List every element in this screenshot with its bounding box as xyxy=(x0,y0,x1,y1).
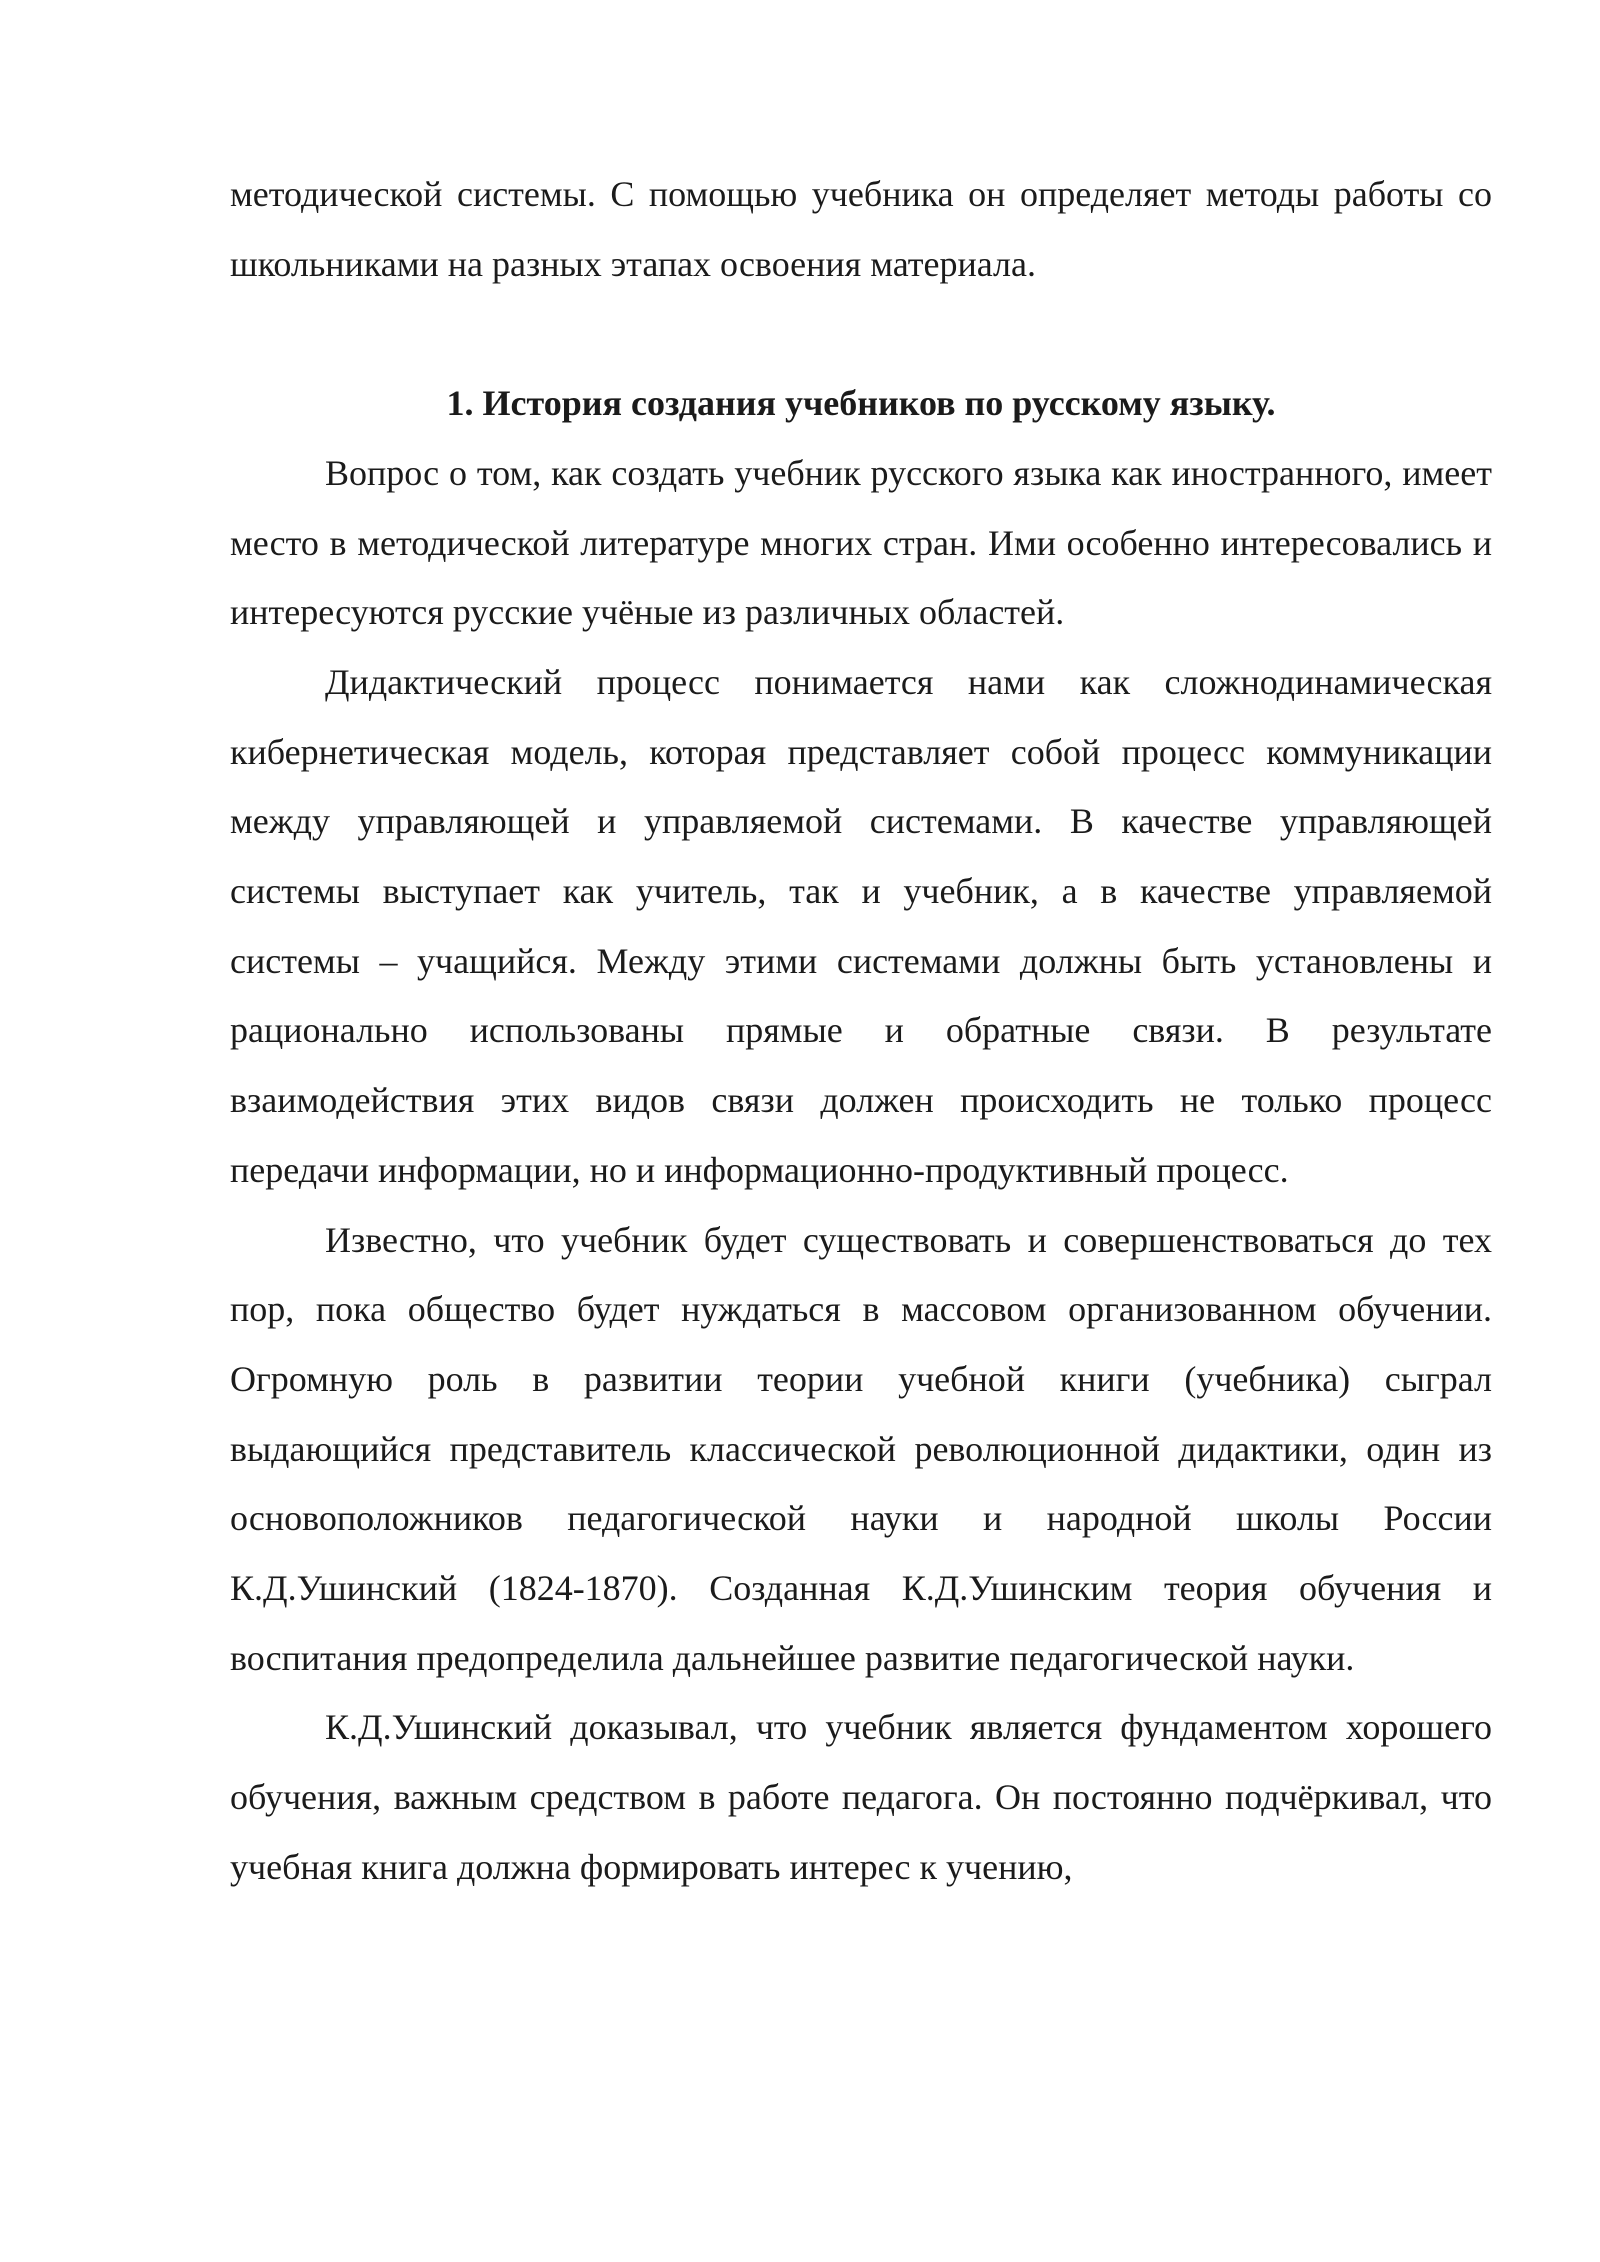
document-body xyxy=(230,160,1492,1903)
section-heading: 1. История создания учебников по русскому языку. xyxy=(446,383,1276,424)
intro-paragraph: методической системы. С помощью учебника он определяет методы работы со школьниками на разных этапах освоения материала. xyxy=(230,174,1492,284)
paragraph-2: Дидактический процесс понимается нами как сложнодинамическая кибернетическая модель, которая представляет собой процесс коммуникации между управляющей и управляемой системами. В качестве управляющей системы выступает как учитель, так и учебник, а в качестве управляемой системы – учащийся. Между этими системами должны быть установлены и рационально использованы прямые и обратные связи. В результате взаимодействия этих видов связи должен происходить не только процесс передачи информации, но и информационно-продуктивный процесс. xyxy=(230,661,1492,1190)
paragraph-3: Известно, что учебник будет существовать и совершенствоваться до тех пор, пока общество будет нуждаться в массовом организованном обучении. Огромную роль в развитии теории учебной книги (учебника) сыграл выдающийся представитель классической революционной дидактики, один из основоположников педагогической науки и народной школы России К.Д.Ушинский (1824-1870). Созданная К.Д.Ушинским теория обучения и воспитания предопределила дальнейшее развитие педагогической науки. xyxy=(230,1219,1492,1678)
paragraph-1: Вопрос о том, как создать учебник русского языка как иностранного, имеет место в методической литературе многих стран. Ими особенно интересовались и интересуются русские учёные из различных областей. xyxy=(230,452,1492,633)
paragraph-4: К.Д.Ушинский доказывал, что учебник является фундаментом хорошего обучения, важным средством в работе педагога. Он постоянно подчёркивал, что учебная книга должна формировать интерес к учению, xyxy=(230,1707,1492,1887)
